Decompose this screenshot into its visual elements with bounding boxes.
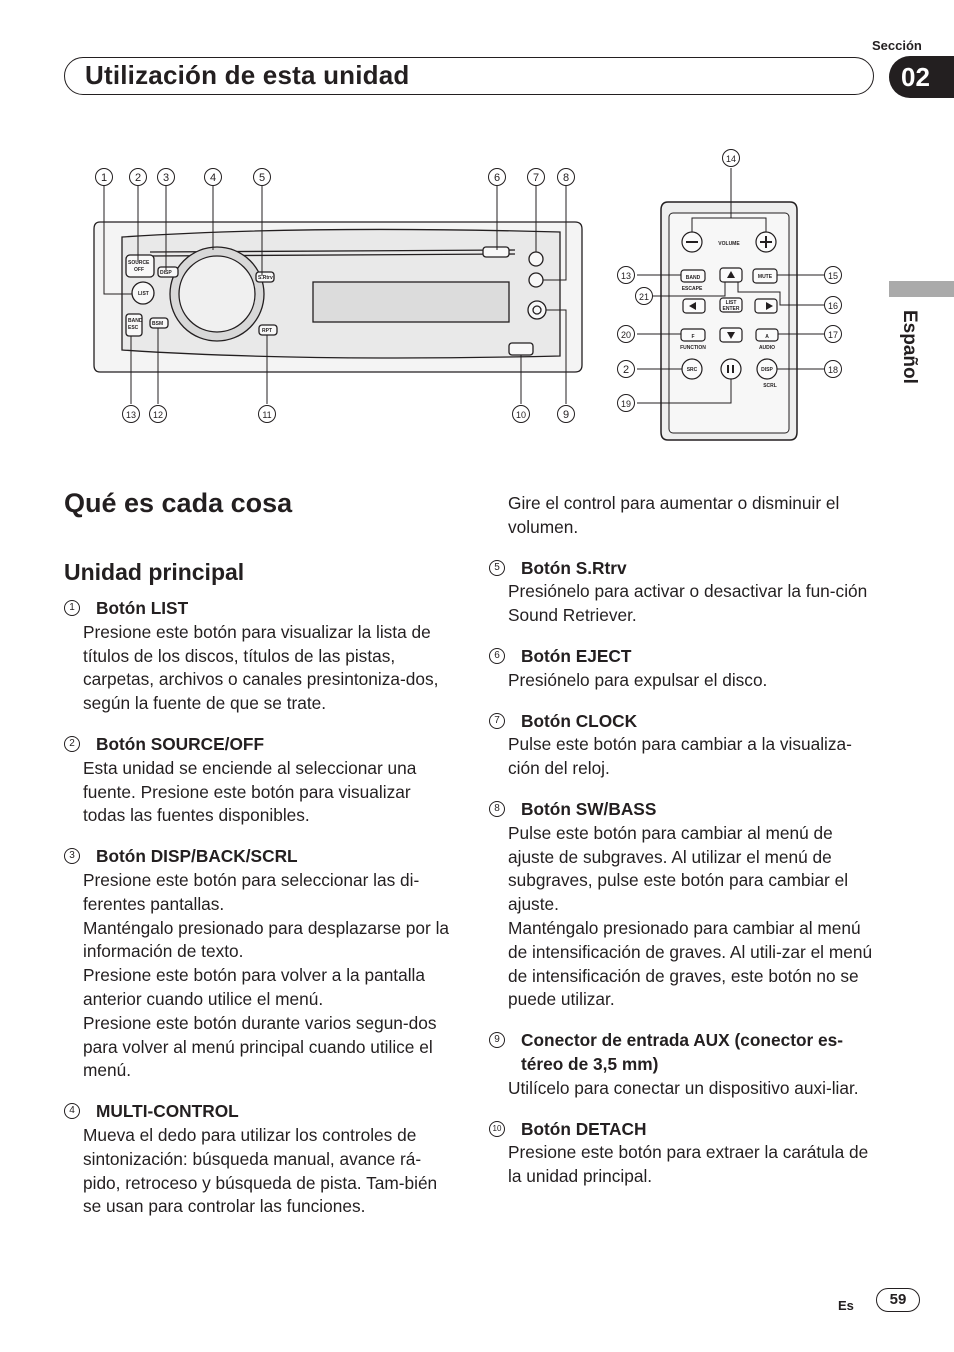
list-item bbox=[489, 645, 881, 693]
callout-13 bbox=[123, 406, 140, 423]
item-body bbox=[64, 757, 454, 828]
callout-20 bbox=[618, 326, 635, 343]
callout-6 bbox=[489, 169, 506, 186]
language-label: Español bbox=[899, 310, 920, 384]
callout-2 bbox=[130, 169, 147, 186]
right-column bbox=[489, 492, 881, 1206]
callout-15 bbox=[825, 267, 842, 284]
remote-enter-label: ENTER bbox=[722, 306, 740, 312]
band-button-label: BAND bbox=[128, 318, 143, 324]
remote-scrl-label: SCRL bbox=[763, 383, 777, 389]
multi-control-continuation: Gire el control para aumentar o disminuir el volumen. bbox=[508, 493, 840, 537]
page-number: 59 bbox=[876, 1288, 920, 1312]
item-title: Botón SOURCE/OFF bbox=[96, 733, 264, 754]
remote-function-label: FUNCTION bbox=[680, 345, 706, 351]
left-column bbox=[64, 597, 454, 1236]
disp-button-label: DISP bbox=[160, 270, 172, 276]
remote-escape-label: ESCAPE bbox=[681, 286, 703, 292]
remote-band-label: BAND bbox=[685, 275, 701, 281]
subsection-title: Unidad principal bbox=[64, 559, 245, 585]
list-item bbox=[489, 1118, 881, 1189]
off-button-label: OFF bbox=[134, 267, 144, 273]
svg-text:15: 15 bbox=[827, 271, 839, 281]
callout-7 bbox=[528, 169, 545, 186]
item-heading bbox=[64, 733, 454, 757]
item-body bbox=[489, 1077, 881, 1101]
remote-mute-label: MUTE bbox=[757, 274, 773, 280]
remote-audio-label: AUDIO bbox=[758, 345, 776, 351]
item-title: Botón S.Rtrv bbox=[521, 557, 627, 578]
callout-18 bbox=[825, 361, 842, 378]
svg-text:9: 9 bbox=[562, 409, 570, 421]
list-item bbox=[64, 597, 454, 716]
item-number: 3 bbox=[64, 848, 80, 864]
item-paragraph: Presione este botón para extraer la carátula de la unidad principal. bbox=[508, 1142, 869, 1187]
item-heading bbox=[489, 1118, 881, 1142]
item-title: Conector de entrada AUX (conector es-téreo de 3,5 mm) bbox=[521, 1030, 844, 1074]
callout-11 bbox=[259, 406, 276, 423]
item-number: 7 bbox=[489, 713, 505, 729]
item-paragraph: Esta unidad se enciende al seleccionar una fuente. Presione este botón para visualizar todas las fuentes disponibles. bbox=[83, 757, 417, 826]
svg-text:2: 2 bbox=[134, 172, 142, 184]
item-number: 1 bbox=[64, 600, 80, 616]
srtrv-button-label: S.Rtrv bbox=[258, 275, 273, 281]
item-heading bbox=[489, 798, 881, 822]
item-body bbox=[489, 822, 881, 1012]
footer-language: Es bbox=[838, 1298, 854, 1313]
callout-1 bbox=[96, 169, 113, 186]
item-title: Botón DISP/BACK/SCRL bbox=[96, 846, 298, 867]
callout-21 bbox=[636, 288, 653, 305]
list-item bbox=[64, 845, 454, 1083]
item-paragraph: Manténgalo presionado para desplazarse por la información de texto. bbox=[83, 917, 450, 962]
item-title: Botón DETACH bbox=[521, 1118, 647, 1139]
list-item bbox=[489, 798, 881, 1012]
item-number: 10 bbox=[489, 1121, 505, 1137]
svg-text:14: 14 bbox=[725, 154, 737, 164]
svg-text:11: 11 bbox=[262, 410, 272, 420]
callout-3 bbox=[158, 169, 175, 186]
callout-16 bbox=[825, 297, 842, 314]
list-button-label: LIST bbox=[138, 291, 149, 297]
item-body bbox=[489, 1141, 881, 1189]
section-number-badge: 02 bbox=[889, 56, 954, 98]
callout-remote-2 bbox=[618, 361, 635, 378]
main-unit-diagram bbox=[0, 0, 954, 450]
svg-text:20: 20 bbox=[620, 330, 632, 340]
remote-f-label: F bbox=[691, 334, 695, 340]
chapter-title: Utilización de esta unidad bbox=[85, 60, 410, 90]
svg-text:2: 2 bbox=[622, 364, 630, 376]
svg-text:13: 13 bbox=[125, 410, 137, 420]
item-paragraph: Mueva el dedo para utilizar los controles de sintonización: búsqueda manual, avance rá-pido, retroceso y búsqueda de pista. Tam-bién se usan para controlar las funciones. bbox=[83, 1124, 438, 1217]
item-paragraph: Pulse este botón para cambiar a la visualiza-ción del reloj. bbox=[508, 734, 852, 779]
svg-text:7: 7 bbox=[532, 172, 540, 184]
remote-disp-label: DISP bbox=[761, 367, 773, 373]
list-item bbox=[64, 1100, 454, 1219]
item-paragraph: Presione este botón para volver a la pantalla anterior cuando utilice el menú. bbox=[83, 965, 426, 1009]
section-label: Sección bbox=[872, 38, 922, 53]
section-title: Qué es cada cosa bbox=[64, 488, 293, 518]
item-heading bbox=[64, 597, 454, 621]
callout-17 bbox=[825, 326, 842, 343]
callout-9 bbox=[558, 406, 575, 423]
svg-text:19: 19 bbox=[620, 399, 632, 409]
item-number: 8 bbox=[489, 801, 505, 817]
svg-text:16: 16 bbox=[827, 301, 839, 311]
item-body bbox=[64, 621, 454, 716]
item-heading bbox=[489, 645, 881, 669]
callout-4 bbox=[205, 169, 222, 186]
bsm-button-label: BSM bbox=[152, 321, 164, 327]
item-paragraph: Presione este botón para seleccionar las di-ferentes pantallas. bbox=[83, 869, 420, 914]
item-paragraph: Manténgalo presionado para cambiar al menú de intensificación de graves. Al utili-zar el menú de intensificación de graves, este botón no se puede utilizar. bbox=[508, 917, 873, 1010]
remote-control-diagram bbox=[618, 150, 842, 441]
svg-text:6: 6 bbox=[493, 172, 501, 184]
item-title: Botón LIST bbox=[96, 598, 189, 618]
svg-text:21: 21 bbox=[638, 292, 650, 302]
item-heading bbox=[489, 1029, 881, 1077]
item-title: MULTI-CONTROL bbox=[96, 1101, 239, 1122]
svg-text:5: 5 bbox=[258, 172, 266, 184]
remote-a-label: A bbox=[765, 334, 769, 340]
item-body bbox=[489, 733, 881, 781]
callout-remote-13 bbox=[618, 267, 635, 284]
svg-text:12: 12 bbox=[152, 410, 164, 420]
remote-list-label: LIST bbox=[725, 300, 737, 306]
list-item bbox=[489, 1029, 881, 1100]
esc-button-label: ESC bbox=[128, 325, 139, 331]
item-number: 2 bbox=[64, 736, 80, 752]
callout-5 bbox=[254, 169, 271, 186]
svg-text:10: 10 bbox=[515, 410, 527, 420]
svg-text:1: 1 bbox=[100, 172, 108, 184]
item-number: 6 bbox=[489, 648, 505, 664]
callout-10 bbox=[513, 406, 530, 423]
svg-text:17: 17 bbox=[827, 330, 839, 340]
remote-src-label: SRC bbox=[686, 367, 698, 373]
item-title: Botón CLOCK bbox=[521, 710, 638, 731]
source-button-label: SOURCE bbox=[128, 260, 150, 266]
svg-text:8: 8 bbox=[562, 172, 570, 184]
list-item bbox=[489, 557, 881, 628]
callout-19 bbox=[618, 395, 635, 412]
callout-14 bbox=[723, 150, 740, 167]
callout-12 bbox=[150, 406, 167, 423]
remote-volume-label: VOLUME bbox=[718, 241, 740, 247]
item-paragraph: Presione este botón para visualizar la lista de títulos de los discos, títulos de las pistas, carpetas, archivos o canales presintoniza-dos, según la fuente de que se trate. bbox=[83, 621, 439, 714]
item-paragraph: Presiónelo para expulsar el disco. bbox=[508, 669, 768, 690]
item-paragraph: Presione este botón durante varios segun-dos para volver al menú principal cuando utilice el menú. bbox=[83, 1012, 437, 1081]
svg-text:3: 3 bbox=[162, 172, 170, 184]
item-heading bbox=[489, 710, 881, 734]
item-number: 4 bbox=[64, 1103, 80, 1119]
item-number: 9 bbox=[489, 1032, 505, 1048]
item-body bbox=[64, 1124, 454, 1219]
item-heading bbox=[64, 845, 454, 869]
item-body bbox=[64, 869, 454, 1083]
item-title: Botón EJECT bbox=[521, 645, 632, 666]
item-paragraph: Utilícelo para conectar un dispositivo auxi-liar. bbox=[508, 1077, 859, 1098]
item-number: 5 bbox=[489, 560, 505, 576]
item-heading bbox=[64, 1100, 454, 1124]
item-paragraph: Pulse este botón para cambiar al menú de ajuste de subgraves. Al utilizar el menú de subgraves, pulse este botón para cambiar el ajuste. bbox=[508, 822, 849, 915]
callout-8 bbox=[558, 169, 575, 186]
svg-text:18: 18 bbox=[827, 365, 839, 375]
item-body bbox=[489, 580, 881, 628]
item-title: Botón SW/BASS bbox=[521, 798, 657, 819]
rpt-button-label: RPT bbox=[262, 328, 272, 334]
item-paragraph: Presiónelo para activar o desactivar la fun-ción Sound Retriever. bbox=[508, 581, 868, 626]
list-item bbox=[64, 733, 454, 828]
svg-text:13: 13 bbox=[620, 271, 632, 281]
item-heading bbox=[489, 557, 881, 581]
svg-text:4: 4 bbox=[209, 172, 217, 184]
list-item bbox=[489, 710, 881, 781]
item-body bbox=[489, 669, 881, 693]
